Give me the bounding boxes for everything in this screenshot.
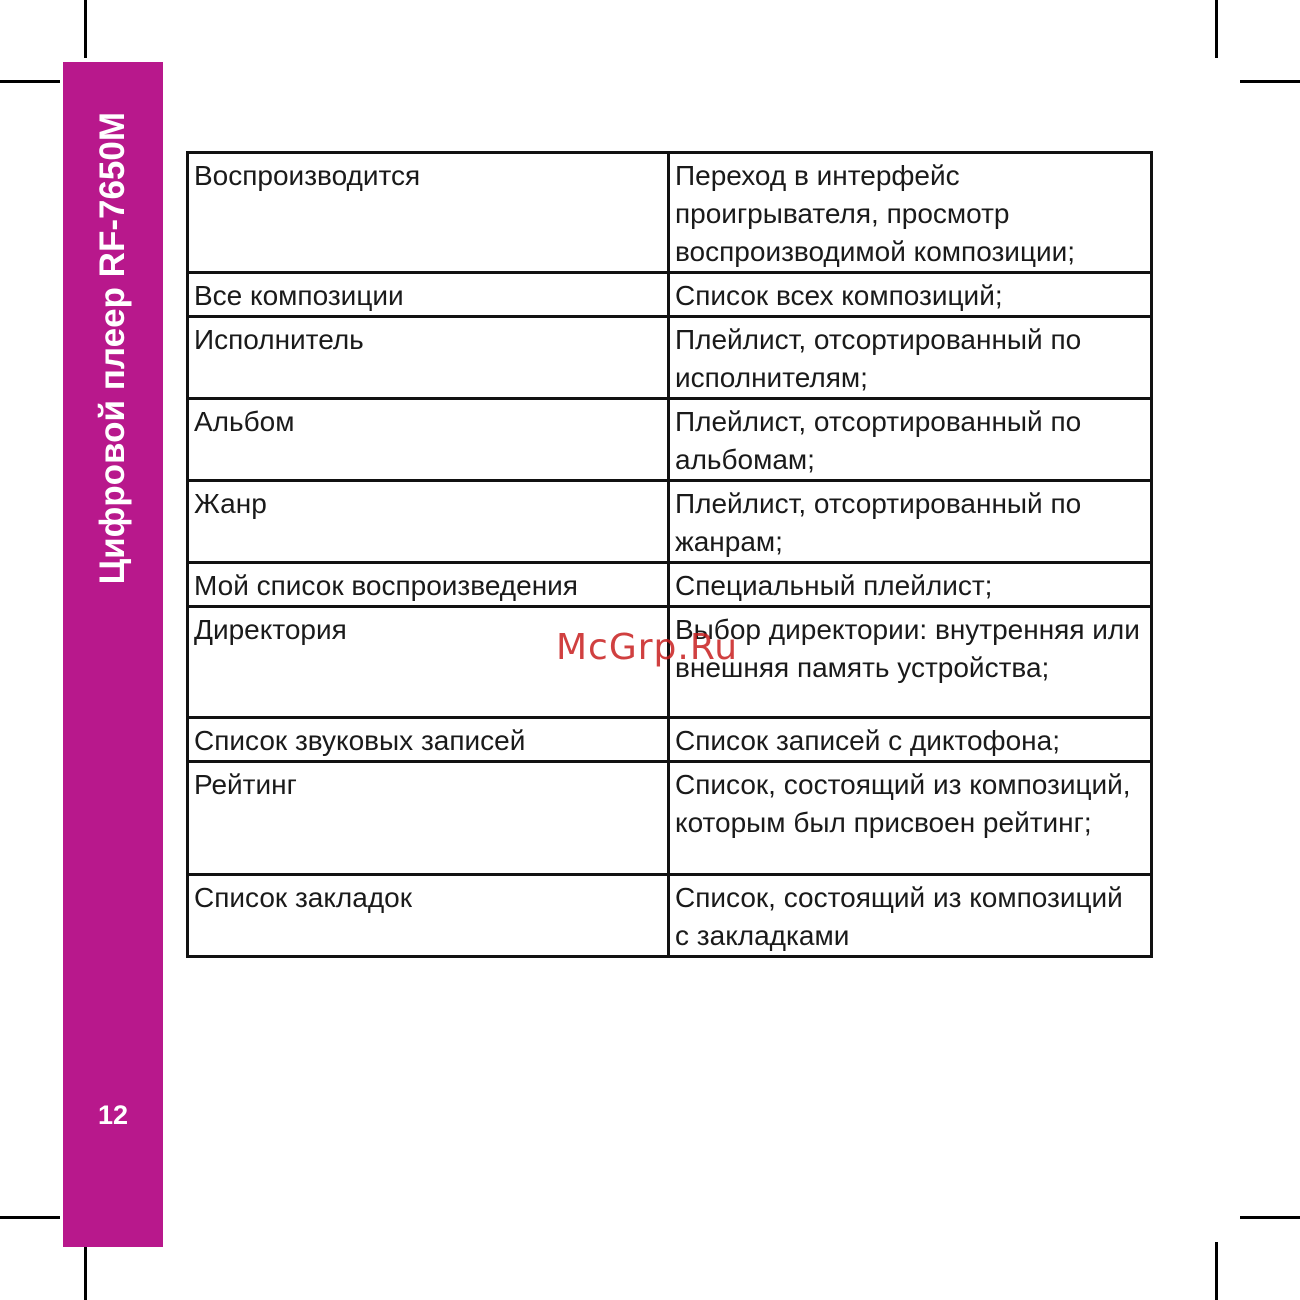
menu-item-name: Мой список воспроизведения (188, 563, 669, 607)
menu-item-description: Выбор директории: внутренняя или внешняя память устройства; (669, 607, 1152, 718)
table-row (188, 875, 1152, 957)
menu-table (186, 151, 1153, 958)
menu-item-description: Список записей с диктофона; (669, 718, 1152, 762)
table-row (188, 718, 1152, 762)
menu-item-name: Директория (188, 607, 669, 718)
menu-item-description: Список, состоящий из композиций, которым был присвоен рейтинг; (669, 762, 1152, 875)
page-number: 12 (97, 1100, 129, 1130)
menu-item-description: Переход в интерфейс проигрывателя, просмотр воспроизводимой композиции; (669, 153, 1152, 273)
sidebar-title: Цифровой плеер RF-7650M (93, 112, 132, 585)
menu-item-description: Список, состоящий из композиций с закладками (669, 875, 1152, 957)
menu-item-description: Плейлист, отсортированный по альбомам; (669, 399, 1152, 481)
menu-item-description: Плейлист, отсортированный по исполнителям; (669, 317, 1152, 399)
table-row (188, 153, 1152, 273)
menu-item-name: Альбом (188, 399, 669, 481)
menu-item-name: Жанр (188, 481, 669, 563)
crop-mark (84, 1242, 87, 1300)
table-row (188, 399, 1152, 481)
menu-item-name: Рейтинг (188, 762, 669, 875)
menu-item-name: Все композиции (188, 273, 669, 317)
menu-item-name: Воспроизводится (188, 153, 669, 273)
menu-item-description: Плейлист, отсортированный по жанрам; (669, 481, 1152, 563)
crop-mark (1215, 0, 1218, 58)
table-row (188, 273, 1152, 317)
crop-mark (0, 1216, 60, 1219)
table-row (188, 481, 1152, 563)
crop-mark (84, 0, 87, 58)
table-row (188, 762, 1152, 875)
menu-table-body (188, 153, 1152, 957)
menu-item-description: Специальный плейлист; (669, 563, 1152, 607)
crop-mark (0, 80, 60, 83)
menu-item-name: Список звуковых записей (188, 718, 669, 762)
sidebar-title-wrap (88, 112, 138, 660)
crop-mark (1240, 1216, 1300, 1219)
menu-item-description: Список всех композиций; (669, 273, 1152, 317)
table-row (188, 563, 1152, 607)
crop-mark (1215, 1242, 1218, 1300)
menu-item-name: Исполнитель (188, 317, 669, 399)
table-row (188, 317, 1152, 399)
menu-item-name: Список закладок (188, 875, 669, 957)
crop-mark (1240, 80, 1300, 83)
watermark: McGrp.Ru (556, 627, 739, 668)
